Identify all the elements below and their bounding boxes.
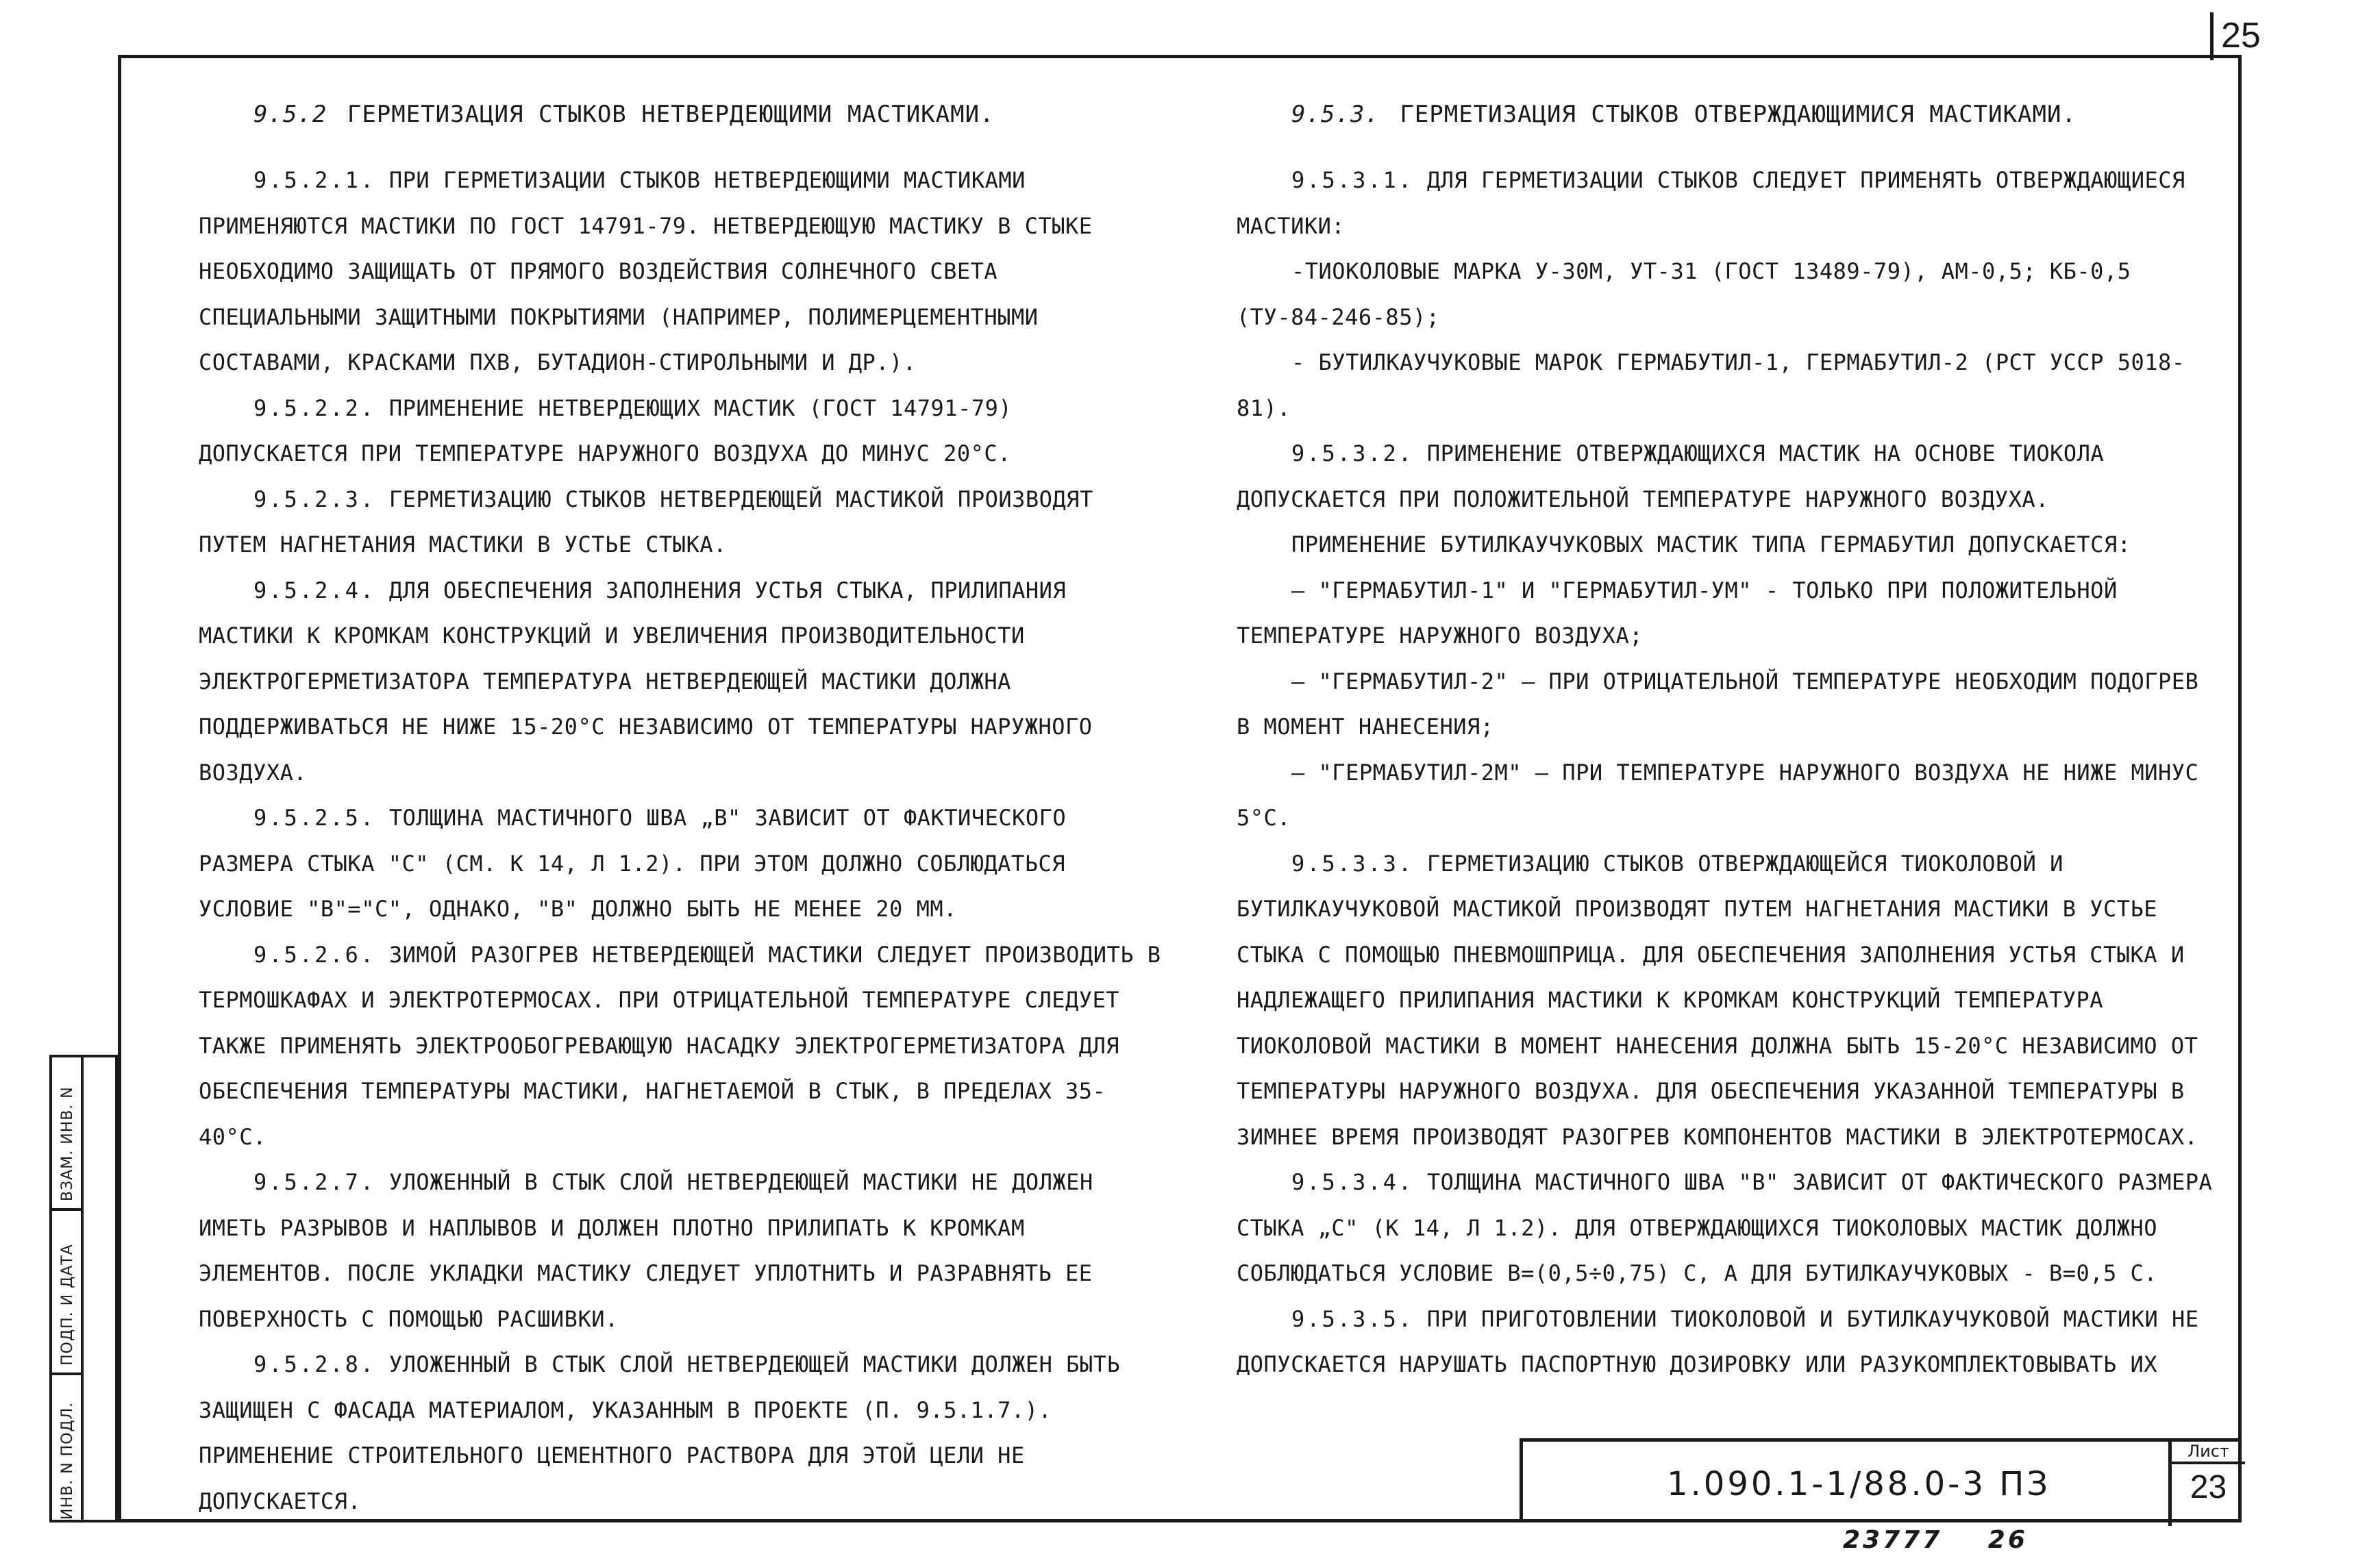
paragraph-text: ГЕРМЕТИЗАЦИЮ СТЫКОВ НЕТВЕРДЕЮЩЕЙ МАСТИКОЙ ПРОИЗВОДЯТ ПУТЕМ НАГНЕТАНИЯ МАСТИКИ В УСТЬЕ СТЫКА. (199, 486, 1093, 557)
left-heading-number: 9.5.2 (253, 101, 327, 128)
paragraph-number: 9.5.2.6. (253, 941, 376, 968)
side-label-podp-data: ПОДП. И ДАТА (59, 1244, 76, 1366)
paragraph (199, 795, 1172, 932)
paragraph (199, 1159, 1172, 1342)
right-column (1237, 96, 2216, 1388)
paragraph (199, 477, 1172, 568)
paragraph-text: ПРИМЕНЕНИЕ БУТИЛКАУЧУКОВЫХ МАСТИК ТИПА ГЕРМАБУТИЛ ДОПУСКАЕТСЯ: (1291, 531, 2131, 557)
side-label-vzam-inv: ВЗАМ. ИНВ. N (59, 1086, 76, 1201)
sheet-number: 23 (2190, 1469, 2227, 1505)
side-strip (49, 1055, 118, 1522)
paragraph-text: ПРИ ПРИГОТОВЛЕНИИ ТИОКОЛОВОЙ И БУТИЛКАУЧУКОВОЙ МАСТИКИ НЕ ДОПУСКАЕТСЯ НАРУШАТЬ ПАСПОРТНУЮ ДОЗИРОВКУ ИЛИ РАЗУКОМПЛЕКТОВЫВАТЬ ИХ (1237, 1305, 2199, 1377)
paragraph (199, 158, 1172, 386)
paragraph-text: ПРИМЕНЕНИЕ НЕТВЕРДЕЮЩИХ МАСТИК (ГОСТ 14791-79) ДОПУСКАЕТСЯ ПРИ ТЕМПЕРАТУРЕ НАРУЖНОГО ВОЗДУХА ДО МИНУС 20°С. (199, 394, 1013, 466)
paragraph (1237, 158, 2216, 249)
footer-number-b: 26 (1987, 1526, 2028, 1554)
paragraph-number: 9.5.3.2. (1291, 440, 1414, 466)
paragraph (1237, 1296, 2216, 1388)
paragraph (1237, 568, 2216, 659)
document-code: 1.090.1-1/88.0-3 ПЗ (1667, 1465, 2051, 1503)
paragraph-text: ПРИ ГЕРМЕТИЗАЦИИ СТЫКОВ НЕТВЕРДЕЮЩИМИ МАСТИКАМИ ПРИМЕНЯЮТСЯ МАСТИКИ ПО ГОСТ 14791-79. НЕТВЕРДЕЮЩУЮ МАСТИКУ В СТЫКЕ НЕОБХОДИМО ЗАЩИЩАТЬ ОТ ПРЯМОГО ВОЗДЕЙСТВИЯ СОЛНЕЧНОГО СВЕТА СПЕЦИАЛЬНЫМИ ЗАЩИТНЫМИ ПОКРЫТИЯМИ (НАПРИМЕР, ПОЛИМЕРЦЕМЕНТНЫМИ СОСТАВАМИ, КРАСКАМИ ПХВ, БУТАДИОН-СТИРОЛЬНЫМИ И ДР.). (199, 167, 1093, 375)
paragraph-number: 9.5.2.4. (253, 577, 376, 603)
paragraph (1237, 249, 2216, 340)
paragraph (199, 568, 1172, 796)
paragraph-number: 9.5.3.1. (1291, 167, 1414, 193)
title-stamp (1520, 1438, 2242, 1522)
paragraph-text: -ТИОКОЛОВЫЕ МАРКА У-30М, УТ-31 (ГОСТ 13489-79), АМ-0,5; КБ-0,5 (ТУ-84-246-85); (1237, 258, 2131, 330)
right-heading-number: 9.5.3. (1291, 101, 1380, 128)
top-page-number: 25 (2221, 16, 2261, 55)
right-section-heading (1291, 96, 2216, 133)
paragraph-text: ДЛЯ ОБЕСПЕЧЕНИЯ ЗАПОЛНЕНИЯ УСТЬЯ СТЫКА, ПРИЛИПАНИЯ МАСТИКИ К КРОМКАМ КОНСТРУКЦИЙ И УВЕЛИЧЕНИЯ ПРОИЗВОДИТЕЛЬНОСТИ ЭЛЕКТРОГЕРМЕТИЗАТОРА ТЕМПЕРАТУРА НЕТВЕРДЕЮЩЕЙ МАСТИКИ ДОЛЖНА ПОДДЕРЖИВАТЬСЯ НЕ НИЖЕ 15-20°С НЕЗАВИСИМО ОТ ТЕМПЕРАТУРЫ НАРУЖНОГО ВОЗДУХА. (199, 577, 1093, 786)
footer-number-a: 23777 (1843, 1526, 1943, 1554)
paragraph (1237, 659, 2216, 750)
paragraph-number: 9.5.2.8. (253, 1351, 376, 1377)
paragraph-number: 9.5.3.3. (1291, 850, 1414, 877)
paragraph-number: 9.5.2.7. (253, 1169, 376, 1195)
paragraph-text: УЛОЖЕННЫЙ В СТЫК СЛОЙ НЕТВЕРДЕЮЩЕЙ МАСТИКИ ДОЛЖЕН БЫТЬ ЗАЩИЩЕН С ФАСАДА МАТЕРИАЛОМ, УКАЗАННЫМ В ПРОЕКТЕ (П. 9.5.1.7.). ПРИМЕНЕНИЕ СТРОИТЕЛЬНОГО ЦЕМЕНТНОГО РАСТВОРА ДЛЯ ЭТОЙ ЦЕЛИ НЕ ДОПУСКАЕТСЯ. (199, 1351, 1121, 1514)
sheet-label: Лист (2172, 1438, 2245, 1464)
paragraph-text: ТОЛЩИНА МАСТИЧНОГО ШВА „В" ЗАВИСИТ ОТ ФАКТИЧЕСКОГО РАЗМЕРА СТЫКА "С" (СМ. К 14, Л 1.2). ПРИ ЭТОМ ДОЛЖНО СОБЛЮДАТЬСЯ УСЛОВИЕ "В"="С", ОДНАКО, "В" ДОЛЖНО БЫТЬ НЕ МЕНЕЕ 20 ММ. (199, 805, 1067, 922)
footer-numbers (1843, 1526, 2062, 1554)
top-tick-mark (2210, 12, 2214, 60)
paragraph-text: УЛОЖЕННЫЙ В СТЫК СЛОЙ НЕТВЕРДЕЮЩЕЙ МАСТИКИ НЕ ДОЛЖЕН ИМЕТЬ РАЗРЫВОВ И НАПЛЫВОВ И ДОЛЖЕН ПЛОТНО ПРИЛИПАТЬ К КРОМКАМ ЭЛЕМЕНТОВ. ПОСЛЕ УКЛАДКИ МАСТИКУ СЛЕДУЕТ УПЛОТНИТЬ И РАЗРАВНЯТЬ ЕЕ ПОВЕРХНОСТЬ С ПОМОЩЬЮ РАСШИВКИ. (199, 1169, 1093, 1332)
side-label-inv-podl: ИНВ. N ПОДЛ. (59, 1401, 76, 1520)
right-paragraphs (1237, 158, 2216, 1388)
left-column (199, 96, 1172, 1524)
paragraph-number: 9.5.2.2. (253, 394, 376, 421)
left-section-heading (253, 96, 1172, 133)
paragraph (1237, 340, 2216, 431)
paragraph-number: 9.5.3.5. (1291, 1305, 1414, 1332)
paragraph-text: ЗИМОЙ РАЗОГРЕВ НЕТВЕРДЕЮЩЕЙ МАСТИКИ СЛЕДУЕТ ПРОИЗВОДИТЬ В ТЕРМОШКАФАХ И ЭЛЕКТРОТЕРМОСАХ. ПРИ ОТРИЦАТЕЛЬНОЙ ТЕМПЕРАТУРЕ СЛЕДУЕТ ТАКЖЕ ПРИМЕНЯТЬ ЭЛЕКТРООБОГРЕВАЮЩУЮ НАСАДКУ ЭЛЕКТРОГЕРМЕТИЗАТОРА ДЛЯ ОБЕСПЕЧЕНИЯ ТЕМПЕРАТУРЫ МАСТИКИ, НАГНЕТАЕМОЙ В СТЫК, В ПРЕДЕЛАХ 35-40°С. (199, 941, 1161, 1150)
left-heading-text: ГЕРМЕТИЗАЦИЯ СТЫКОВ НЕТВЕРДЕЮЩИМИ МАСТИКАМИ. (347, 101, 995, 128)
paragraph-text: — "ГЕРМАБУТИЛ-1" И "ГЕРМАБУТИЛ-УМ" - ТОЛЬКО ПРИ ПОЛОЖИТЕЛЬНОЙ ТЕМПЕРАТУРЕ НАРУЖНОГО ВОЗДУХА; (1237, 577, 2118, 649)
paragraph-text: ПРИМЕНЕНИЕ ОТВЕРЖДАЮЩИХСЯ МАСТИК НА ОСНОВЕ ТИОКОЛА ДОПУСКАЕТСЯ ПРИ ПОЛОЖИТЕЛЬНОЙ ТЕМПЕРАТУРЕ НАРУЖНОГО ВОЗДУХА. (1237, 440, 2105, 512)
paragraph (1237, 750, 2216, 841)
paragraph (199, 932, 1172, 1160)
paragraph (1237, 1159, 2216, 1296)
right-heading-text: ГЕРМЕТИЗАЦИЯ СТЫКОВ ОТВЕРЖДАЮЩИМИСЯ МАСТИКАМИ. (1400, 101, 2077, 128)
side-strip-divider (52, 1372, 84, 1375)
paragraph-number: 9.5.2.5. (253, 805, 376, 831)
paragraph-text: ГЕРМЕТИЗАЦИЮ СТЫКОВ ОТВЕРЖДАЮЩЕЙСЯ ТИОКОЛОВОЙ И БУТИЛКАУЧУКОВОЙ МАСТИКОЙ ПРОИЗВОДЯТ ПУТЕМ НАГНЕТАНИЯ МАСТИКИ В УСТЬЕ СТЫКА С ПОМОЩЬЮ ПНЕВМОШПРИЦА. ДЛЯ ОБЕСПЕЧЕНИЯ ЗАПОЛНЕНИЯ УСТЬЯ СТЫКА И НАДЛЕЖАЩЕГО ПРИЛИПАНИЯ МАСТИКИ К КРОМКАМ КОНСТРУКЦИЙ ТЕМПЕРАТУРА ТИОКОЛОВОЙ МАСТИКИ В МОМЕНТ НАНЕСЕНИЯ ДОЛЖНА БЫТЬ 15-20°С НЕЗАВИСИМО ОТ ТЕМПЕРАТУРЫ НАРУЖНОГО ВОЗДУХА. ДЛЯ ОБЕСПЕЧЕНИЯ УКАЗАННОЙ ТЕМПЕРАТУРЫ В ЗИМНЕЕ ВРЕМЯ ПРОИЗВОДЯТ РАЗОГРЕВ КОМПОНЕНТОВ МАСТИКИ В ЭЛЕКТРОТЕРМОСАХ. (1237, 850, 2198, 1150)
side-strip-divider (52, 1208, 84, 1211)
paragraph-text: - БУТИЛКАУЧУКОВЫЕ МАРОК ГЕРМАБУТИЛ-1, ГЕРМАБУТИЛ-2 (РСТ УССР 5018-81). (1237, 349, 2185, 421)
left-paragraphs (199, 158, 1172, 1524)
paragraph-number: 9.5.2.3. (253, 486, 376, 512)
paragraph-text: — "ГЕРМАБУТИЛ-2" — ПРИ ОТРИЦАТЕЛЬНОЙ ТЕМПЕРАТУРЕ НЕОБХОДИМ ПОДОГРЕВ В МОМЕНТ НАНЕСЕНИЯ; (1237, 668, 2199, 740)
paragraph (1237, 431, 2216, 522)
paragraph (199, 386, 1172, 477)
paragraph (1237, 522, 2216, 568)
paragraph (1237, 841, 2216, 1160)
paragraph-number: 9.5.3.4. (1291, 1169, 1414, 1195)
paragraph-text: ТОЛЩИНА МАСТИЧНОГО ШВА "В" ЗАВИСИТ ОТ ФАКТИЧЕСКОГО РАЗМЕРА СТЫКА „С" (К 14, Л 1.2). ДЛЯ ОТВЕРЖДАЮЩИХСЯ ТИОКОЛОВЫХ МАСТИК ДОЛЖНО СОБЛЮДАТЬСЯ УСЛОВИЕ В=(0,5÷0,75) С, А ДЛЯ БУТИЛКАУЧУКОВЫХ - В=0,5 С. (1237, 1169, 2213, 1286)
paragraph-number: 9.5.2.1. (253, 167, 376, 193)
paragraph-text: — "ГЕРМАБУТИЛ-2М" — ПРИ ТЕМПЕРАТУРЕ НАРУЖНОГО ВОЗДУХА НЕ НИЖЕ МИНУС 5°С. (1237, 759, 2199, 831)
paragraph (199, 1342, 1172, 1524)
sheet-box (2168, 1438, 2245, 1526)
paragraph-text: ДЛЯ ГЕРМЕТИЗАЦИИ СТЫКОВ СЛЕДУЕТ ПРИМЕНЯТЬ ОТВЕРЖДАЮЩИЕСЯ МАСТИКИ: (1237, 167, 2185, 239)
